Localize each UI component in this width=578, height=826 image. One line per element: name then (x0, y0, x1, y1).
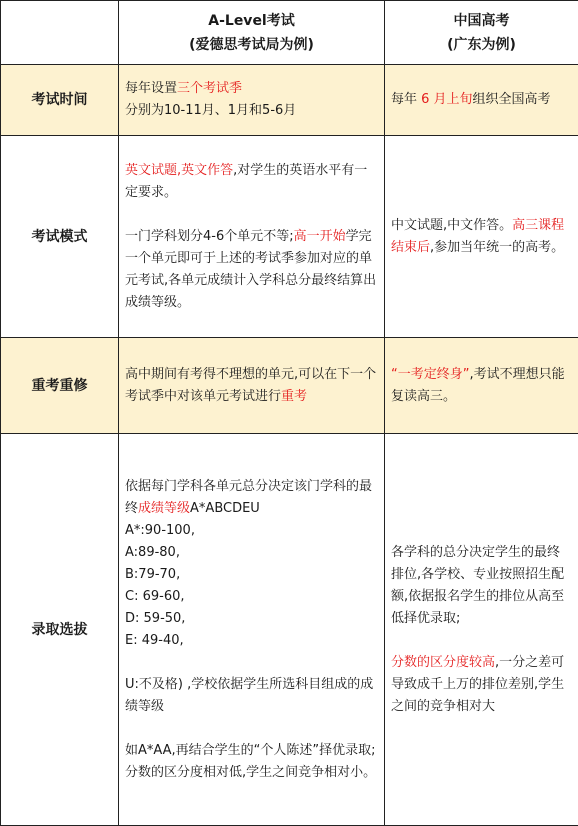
gaokao-admission-para1: 各学科的总分决定学生的最终排位,各学校、专业按照招生配额,依据报名学生的排位从高至低择优录取; (391, 542, 572, 630)
alevel-admission (119, 434, 385, 826)
grade-item: C: 69-60, (125, 586, 378, 608)
alevel-exam-time-line1: 每年设置三个考试季 (125, 78, 378, 100)
highlight-text: 高三课程结束后 (391, 218, 564, 255)
gaokao-exam-mode: 中文试题,中文作答。高三课程结束后,参加当年统一的高考。 (385, 136, 578, 338)
highlight-text: “一考定终身” (391, 367, 469, 382)
row-admission (1, 434, 578, 826)
gaokao-admission-para2: 分数的区分度较高,一分之差可导致成千上万的排位差别,学生之间的竞争相对大 (391, 652, 572, 718)
header-alevel-title: A-Level考试 (125, 9, 378, 33)
header-empty-cell (1, 1, 119, 65)
grade-item: A:89-80, (125, 542, 378, 564)
highlight-text: 重考 (281, 389, 307, 404)
highlight-text: 分数的区分度较高 (391, 655, 495, 670)
alevel-admission-para1: 依据每门学科各单元总分决定该门学科的最终成绩等级A*ABCDEU (125, 476, 378, 520)
alevel-exam-time-line2: 分别为10-11月、1月和5-6月 (125, 100, 378, 122)
header-gaokao (385, 1, 578, 65)
highlight-text: 三个考试季 (177, 81, 242, 96)
row-label-exam-time: 考试时间 (1, 65, 119, 136)
grade-item: D: 59-50, (125, 608, 378, 630)
header-alevel (119, 1, 385, 65)
alevel-exam-mode (119, 136, 385, 338)
header-gaokao-title: 中国高考 (391, 9, 572, 33)
alevel-retake: 高中期间有考得不理想的单元,可以在下一个考试季中对该单元考试进行重考 (119, 338, 385, 434)
row-exam-mode (1, 136, 578, 338)
row-exam-time (1, 65, 578, 136)
highlight-text: 高一开始 (294, 229, 346, 244)
highlight-text: 成绩等级 (138, 501, 190, 516)
row-label-admission: 录取选拔 (1, 434, 119, 826)
row-label-exam-mode: 考试模式 (1, 136, 119, 338)
header-row (1, 1, 578, 65)
header-alevel-subtitle: (爱德思考试局为例) (125, 33, 378, 57)
gaokao-exam-time: 每年 6 月上旬组织全国高考 (385, 65, 578, 136)
alevel-admission-para4: 如A*AA,再结合学生的“个人陈述”择优录取;分数的区分度相对低,学生之间竞争相对小。 (125, 740, 378, 784)
gaokao-admission (385, 434, 578, 826)
grade-item: B:79-70, (125, 564, 378, 586)
row-label-retake: 重考重修 (1, 338, 119, 434)
alevel-exam-mode-para1: 英文试题,英文作答,对学生的英语水平有一定要求。 (125, 160, 378, 204)
row-retake (1, 338, 578, 434)
alevel-exam-time (119, 65, 385, 136)
grade-item: A*:90-100, (125, 520, 378, 542)
highlight-text: 英文试题,英文作答 (125, 163, 233, 178)
gaokao-retake: “一考定终身”,考试不理想只能复读高三。 (385, 338, 578, 434)
header-gaokao-subtitle: (广东为例) (391, 33, 572, 57)
grade-item: E: 49-40, (125, 630, 378, 652)
alevel-admission-para3: U:不及格) ,学校依据学生所选科目组成的成绩等级 (125, 674, 378, 718)
highlight-text: 6 月上旬 (421, 92, 472, 107)
alevel-exam-mode-para2: 一门学科划分4-6个单元不等;高一开始学完一个单元即可于上述的考试季参加对应的单元考试,各单元成绩计入学科总分最终结算出成绩等级。 (125, 226, 378, 314)
